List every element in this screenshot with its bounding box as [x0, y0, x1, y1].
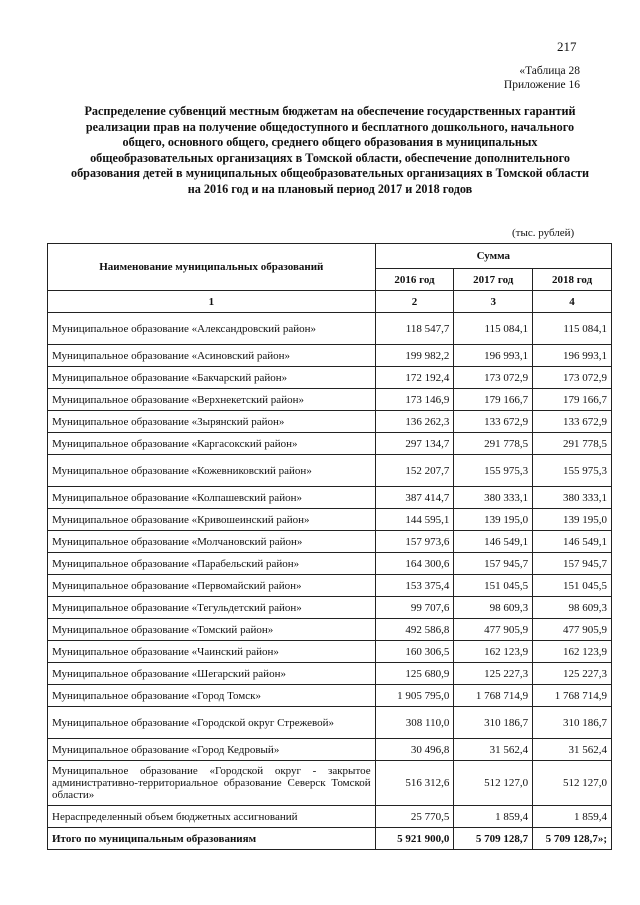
table-row	[48, 345, 612, 367]
value-2016: 172 192,4	[375, 367, 454, 389]
header-sum: Сумма	[375, 244, 611, 269]
table-row	[48, 367, 612, 389]
value-2017: 115 084,1	[454, 313, 533, 345]
table-row	[48, 455, 612, 487]
table-row	[48, 313, 612, 345]
value-2018: 310 186,7	[533, 707, 612, 739]
municipality-name: Муниципальное образование «Первомайский район»	[48, 575, 376, 597]
value-2018: 196 993,1	[533, 345, 612, 367]
page-number: 217	[557, 39, 577, 54]
table-row	[48, 707, 612, 739]
table-row	[48, 575, 612, 597]
table-row	[48, 487, 612, 509]
table-label: «Таблица 28	[519, 65, 580, 77]
value-2016: 152 207,7	[375, 455, 454, 487]
table-row	[48, 806, 612, 828]
municipality-name: Муниципальное образование «Городской округ - закрытое административно-территориальное образование Северск Томской области»	[48, 761, 376, 806]
value-2017: 196 993,1	[454, 345, 533, 367]
col-number: 2	[375, 291, 454, 313]
municipality-name: Муниципальное образование «Верхнекетский район»	[48, 389, 376, 411]
col-number: 3	[454, 291, 533, 313]
value-2016: 308 110,0	[375, 707, 454, 739]
total-label: Итого по муниципальным образованиям	[48, 828, 376, 850]
table-row	[48, 553, 612, 575]
value-2017: 477 905,9	[454, 619, 533, 641]
municipality-name: Муниципальное образование «Колпашевский район»	[48, 487, 376, 509]
municipality-name: Муниципальное образование «Шегарский район»	[48, 663, 376, 685]
value-2016: 153 375,4	[375, 575, 454, 597]
value-2017: 139 195,0	[454, 509, 533, 531]
value-2017: 133 672,9	[454, 411, 533, 433]
municipality-name: Муниципальное образование «Город Кедровый»	[48, 739, 376, 761]
value-2017: 512 127,0	[454, 761, 533, 806]
municipality-name: Муниципальное образование «Асиновский район»	[48, 345, 376, 367]
table-row	[48, 411, 612, 433]
value-2017: 155 975,3	[454, 455, 533, 487]
value-2016: 118 547,7	[375, 313, 454, 345]
municipality-name: Муниципальное образование «Каргасокский район»	[48, 433, 376, 455]
total-row	[48, 828, 612, 850]
value-2017: 31 562,4	[454, 739, 533, 761]
table-row	[48, 739, 612, 761]
value-2018: 157 945,7	[533, 553, 612, 575]
municipality-name: Муниципальное образование «Город Томск»	[48, 685, 376, 707]
value-2018: 98 609,3	[533, 597, 612, 619]
value-2016: 125 680,9	[375, 663, 454, 685]
municipality-name: Муниципальное образование «Кривошеинский район»	[48, 509, 376, 531]
value-2017: 98 609,3	[454, 597, 533, 619]
value-2016: 492 586,8	[375, 619, 454, 641]
municipality-name: Муниципальное образование «Бакчарский район»	[48, 367, 376, 389]
value-2017: 157 945,7	[454, 553, 533, 575]
table-row	[48, 433, 612, 455]
value-2018: 477 905,9	[533, 619, 612, 641]
table-row	[48, 641, 612, 663]
header-year-2018: 2018 год	[533, 269, 612, 291]
value-2016: 516 312,6	[375, 761, 454, 806]
total-2016: 5 921 900,0	[375, 828, 454, 850]
municipality-name: Муниципальное образование «Парабельский район»	[48, 553, 376, 575]
municipality-name: Муниципальное образование «Тегульдетский район»	[48, 597, 376, 619]
value-2018: 1 859,4	[533, 806, 612, 828]
header-year-2017: 2017 год	[454, 269, 533, 291]
table-row	[48, 531, 612, 553]
value-2016: 173 146,9	[375, 389, 454, 411]
table-body	[48, 313, 612, 828]
value-2016: 144 595,1	[375, 509, 454, 531]
table-row	[48, 597, 612, 619]
unit-note: (тыс. рублей)	[512, 227, 575, 239]
table-row	[48, 761, 612, 806]
document-title: Распределение субвенций местным бюджетам на обеспечение государственных гарантий реализации прав на получение общедоступного и бесплатного дошкольного, начального общего, основного общего, среднего общего образования в муниципальных общеобразовательных организациях в Томской области, обеспечение дополнительного образования детей в муниципальных общеобразовательных организациях в Томской области на 2016 год и на плановый период 2017 и 2018 годов	[70, 104, 589, 196]
header-year-2016: 2016 год	[375, 269, 454, 291]
col-number: 4	[533, 291, 612, 313]
table-annex-note	[504, 64, 580, 92]
value-2018: 512 127,0	[533, 761, 612, 806]
total-2017: 5 709 128,7	[454, 828, 533, 850]
value-2018: 162 123,9	[533, 641, 612, 663]
value-2016: 99 707,6	[375, 597, 454, 619]
value-2017: 1 859,4	[454, 806, 533, 828]
value-2018: 115 084,1	[533, 313, 612, 345]
value-2016: 199 982,2	[375, 345, 454, 367]
value-2017: 162 123,9	[454, 641, 533, 663]
municipality-name: Муниципальное образование «Молчановский район»	[48, 531, 376, 553]
value-2018: 133 672,9	[533, 411, 612, 433]
table-row	[48, 619, 612, 641]
value-2016: 1 905 795,0	[375, 685, 454, 707]
value-2016: 30 496,8	[375, 739, 454, 761]
col-number: 1	[48, 291, 376, 313]
municipality-name: Муниципальное образование «Городской округ Стрежевой»	[48, 707, 376, 739]
table-row	[48, 663, 612, 685]
value-2017: 380 333,1	[454, 487, 533, 509]
value-2016: 160 306,5	[375, 641, 454, 663]
value-2018: 380 333,1	[533, 487, 612, 509]
value-2016: 164 300,6	[375, 553, 454, 575]
municipality-name: Нераспределенный объем бюджетных ассигнований	[48, 806, 376, 828]
value-2017: 291 778,5	[454, 433, 533, 455]
value-2016: 297 134,7	[375, 433, 454, 455]
value-2017: 146 549,1	[454, 531, 533, 553]
value-2016: 136 262,3	[375, 411, 454, 433]
value-2016: 387 414,7	[375, 487, 454, 509]
header-name: Наименование муниципальных образований	[48, 244, 376, 291]
value-2018: 146 549,1	[533, 531, 612, 553]
total-2018: 5 709 128,7»;	[533, 828, 612, 850]
municipality-name: Муниципальное образование «Кожевниковский район»	[48, 455, 376, 487]
municipality-name: Муниципальное образование «Зырянский район»	[48, 411, 376, 433]
value-2018: 139 195,0	[533, 509, 612, 531]
value-2017: 1 768 714,9	[454, 685, 533, 707]
value-2016: 25 770,5	[375, 806, 454, 828]
value-2017: 179 166,7	[454, 389, 533, 411]
value-2018: 155 975,3	[533, 455, 612, 487]
municipality-name: Муниципальное образование «Александровский район»	[48, 313, 376, 345]
value-2018: 31 562,4	[533, 739, 612, 761]
value-2018: 125 227,3	[533, 663, 612, 685]
value-2017: 151 045,5	[454, 575, 533, 597]
subsidy-table	[47, 243, 612, 850]
municipality-name: Муниципальное образование «Чаинский район»	[48, 641, 376, 663]
table-row	[48, 509, 612, 531]
value-2017: 125 227,3	[454, 663, 533, 685]
value-2017: 173 072,9	[454, 367, 533, 389]
value-2018: 1 768 714,9	[533, 685, 612, 707]
value-2017: 310 186,7	[454, 707, 533, 739]
value-2016: 157 973,6	[375, 531, 454, 553]
table-row	[48, 389, 612, 411]
value-2018: 179 166,7	[533, 389, 612, 411]
municipality-name: Муниципальное образование «Томский район»	[48, 619, 376, 641]
value-2018: 173 072,9	[533, 367, 612, 389]
value-2018: 291 778,5	[533, 433, 612, 455]
table-row	[48, 685, 612, 707]
appendix-label: Приложение 16	[503, 79, 580, 91]
value-2018: 151 045,5	[533, 575, 612, 597]
